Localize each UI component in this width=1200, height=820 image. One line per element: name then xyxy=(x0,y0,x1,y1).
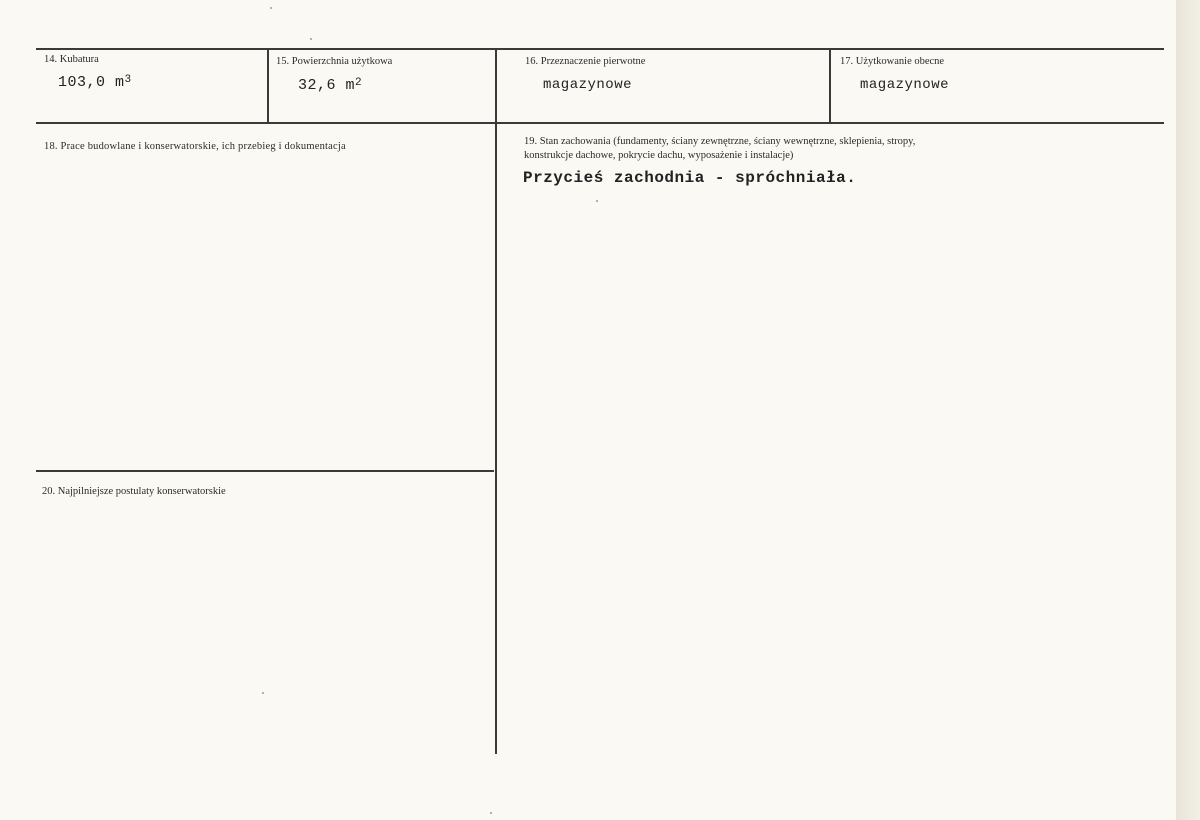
sheet-edge xyxy=(1176,0,1200,820)
row-divider xyxy=(36,122,1164,124)
paper-speck xyxy=(490,812,492,814)
field-19-label-line2: konstrukcje dachowe, pokrycie dachu, wyposażenie i instalacje) xyxy=(524,150,794,161)
field-14-value xyxy=(58,74,132,91)
paper-speck xyxy=(262,692,264,694)
field-14-label: 14. Kubatura xyxy=(44,54,99,65)
field-18-label: 18. Prace budowlane i konserwatorskie, ich przebieg i dokumentacja xyxy=(44,141,346,152)
field-19-value: Przycieś zachodnia - spróchniała. xyxy=(523,169,857,187)
field-14-unit: m xyxy=(115,74,125,91)
paper-speck xyxy=(310,38,312,40)
field-16-value: magazynowe xyxy=(543,77,633,93)
field-17-value: magazynowe xyxy=(860,77,950,93)
top-rule xyxy=(36,48,1164,50)
field-17-label: 17. Użytkowanie obecne xyxy=(840,56,945,67)
section-divider xyxy=(36,470,494,472)
field-15-number: 32,6 xyxy=(298,77,337,94)
field-14-exponent: 3 xyxy=(124,74,132,86)
field-15-unit: m xyxy=(345,77,356,94)
field-19-label-line1: 19. Stan zachowania (fundamenty, ściany zewnętrzne, ściany wewnętrzne, sklepienia, stropy, xyxy=(524,136,916,147)
field-15-label: 15. Powierzchnia użytkowa xyxy=(276,56,393,67)
field-16-label: 16. Przeznaczenie pierwotne xyxy=(525,56,646,67)
column-divider-3 xyxy=(829,48,831,122)
column-divider-2 xyxy=(495,48,497,754)
field-14-number: 103,0 xyxy=(58,74,106,91)
column-divider-1 xyxy=(267,48,269,122)
field-20-label: 20. Najpilniejsze postulaty konserwatorskie xyxy=(42,486,226,497)
paper-speck xyxy=(270,7,272,9)
field-15-value xyxy=(298,77,362,94)
field-15-exponent: 2 xyxy=(355,77,363,89)
paper-speck xyxy=(596,200,598,202)
